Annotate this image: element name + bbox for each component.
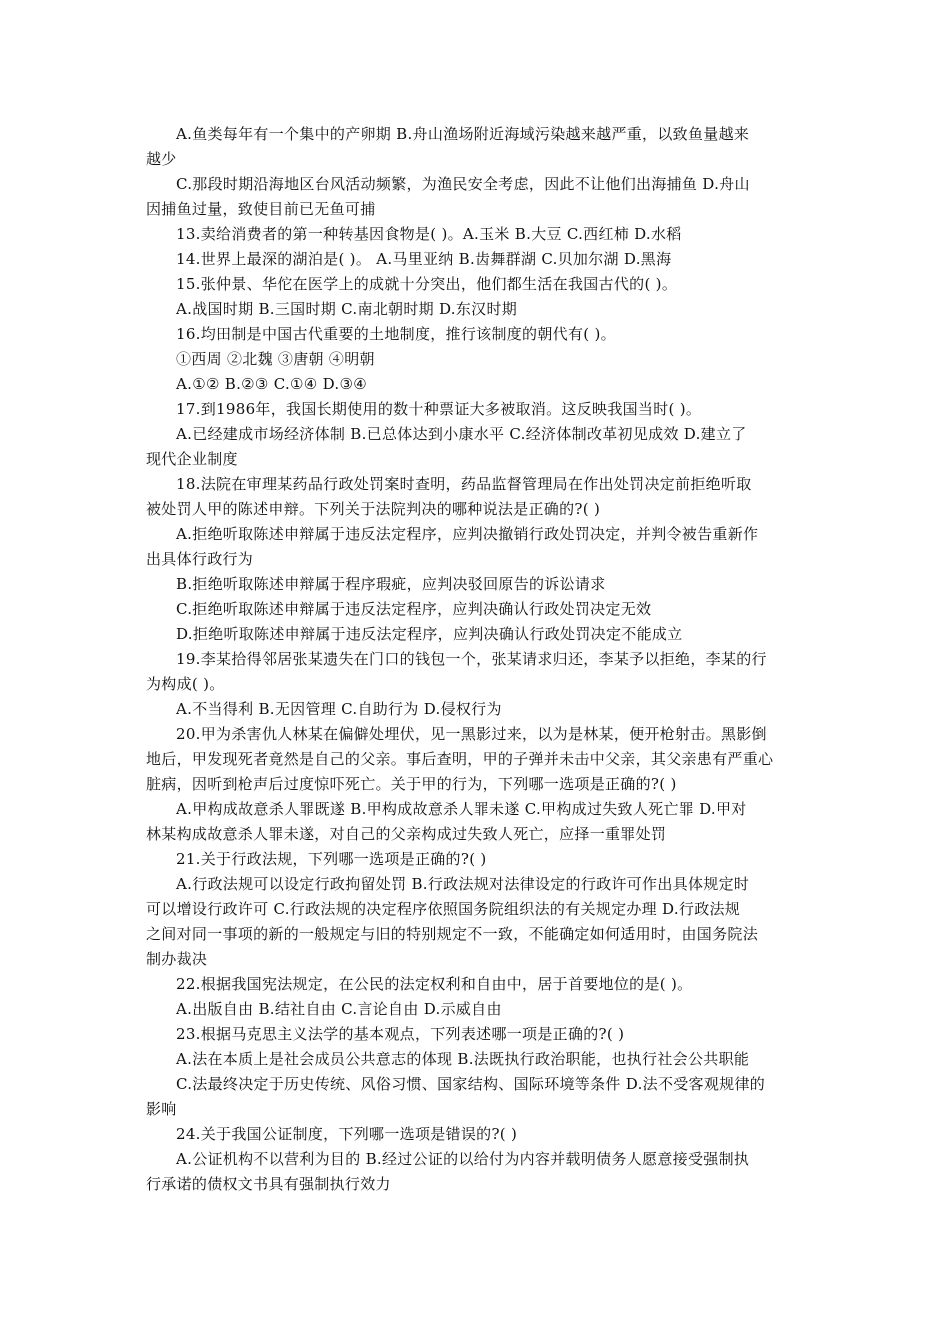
text-line: 脏病，因听到枪声后过度惊吓死亡。关于甲的行为，下列哪一选项是正确的?( ) (146, 775, 677, 793)
text-line: 现代企业制度 (146, 450, 238, 468)
text-line: B.拒绝听取陈述申辩属于程序瑕疵，应判决驳回原告的诉讼请求 (176, 575, 606, 593)
text-line: 越少 (146, 150, 177, 168)
text-line: C.法最终决定于历史传统、风俗习惯、国家结构、国际环境等条件 D.法不受客观规律的 (176, 1075, 766, 1093)
text-line: A.战国时期 B.三国时期 C.南北朝时期 D.东汉时期 (176, 300, 518, 318)
text-line: 之间对同一事项的新的一般规定与旧的特别规定不一致，不能确定如何适用时，由国务院法 (146, 925, 759, 943)
text-line: 17.到1986年，我国长期使用的数十种票证大多被取消。这反映我国当时( )。 (176, 400, 702, 418)
text-line: 因捕鱼过量，致使目前已无鱼可捕 (146, 200, 376, 218)
text-line: A.出版自由 B.结社自由 C.言论自由 D.示威自由 (176, 1000, 502, 1018)
document-body (146, 122, 810, 1197)
text-line: D.拒绝听取陈述申辩属于违反法定程序，应判决确认行政处罚决定不能成立 (176, 625, 683, 643)
text-line: 15.张仲景、华佗在医学上的成就十分突出，他们都生活在我国古代的( )。 (176, 275, 678, 293)
text-line: 21.关于行政法规，下列哪一选项是正确的?( ) (176, 850, 487, 868)
text-line: 可以增设行政许可 C.行政法规的决定程序依照国务院组织法的有关规定办理 D.行政法规 (146, 900, 741, 918)
text-line: C.那段时期沿海地区台风活动频繁，为渔民安全考虑，因此不让他们出海捕鱼 D.舟山 (176, 175, 750, 193)
text-line: 被处罚人甲的陈述申辩。下列关于法院判决的哪种说法是正确的?( ) (146, 500, 601, 518)
text-line: 13.卖给消费者的第一种转基因食物是( )。A.玉米 B.大豆 C.西红柿 D.水稻 (176, 225, 682, 243)
text-line: A.已经建成市场经济体制 B.已总体达到小康水平 C.经济体制改革初见成效 D.建立了 (176, 425, 747, 443)
text-line: A.行政法规可以设定行政拘留处罚 B.行政法规对法律设定的行政许可作出具体规定时 (176, 875, 750, 893)
text-line: 23.根据马克思主义法学的基本观点，下列表述哪一项是正确的?( ) (176, 1025, 625, 1043)
text-line: ①西周 ②北魏 ③唐朝 ④明朝 (176, 350, 375, 368)
text-line: A.拒绝听取陈述申辩属于违反法定程序，应判决撤销行政处罚决定，并判令被告重新作 (176, 525, 759, 543)
text-line: 24.关于我国公证制度，下列哪一选项是错误的?( ) (176, 1125, 518, 1143)
text-line: A.鱼类每年有一个集中的产卵期 B.舟山渔场附近海域污染越来越严重，以致鱼量越来 (176, 125, 750, 143)
text-line: 行承诺的债权文书具有强制执行效力 (146, 1175, 391, 1193)
text-line: 14.世界上最深的湖泊是( )。 A.马里亚纳 B.齿舞群湖 C.贝加尔湖 D.黑海 (176, 250, 672, 268)
text-line: A.法在本质上是社会成员公共意志的体现 B.法既执行政治职能，也执行社会公共职能 (176, 1050, 750, 1068)
text-line: 出具体行政行为 (146, 550, 254, 568)
text-line: A.公证机构不以营利为目的 B.经过公证的以给付为内容并载明债务人愿意接受强制执 (176, 1150, 750, 1168)
text-line: 19.李某拾得邻居张某遗失在门口的钱包一个，张某请求归还，李某予以拒绝，李某的行 (176, 650, 767, 668)
text-line: 为构成( )。 (146, 675, 225, 693)
text-line: 20.甲为杀害仇人林某在偏僻处埋伏，见一黑影过来，以为是林某，便开枪射击。黑影倒 (176, 725, 767, 743)
text-line: 18.法院在审理某药品行政处罚案时查明，药品监督管理局在作出处罚决定前拒绝听取 (176, 475, 752, 493)
text-line: A.甲构成故意杀人罪既遂 B.甲构成故意杀人罪未遂 C.甲构成过失致人死亡罪 D.甲对 (176, 800, 747, 818)
text-line: C.拒绝听取陈述申辩属于违反法定程序，应判决确认行政处罚决定无效 (176, 600, 652, 618)
text-line: 制办裁决 (146, 950, 208, 968)
text-line: A.①② B.②③ C.①④ D.③④ (176, 375, 367, 393)
text-line: 地后，甲发现死者竟然是自己的父亲。事后查明，甲的子弹并未击中父亲，其父亲患有严重心 (146, 750, 774, 768)
text-line: 22.根据我国宪法规定，在公民的法定权利和自由中，居于首要地位的是( )。 (176, 975, 693, 993)
text-line: 16.均田制是中国古代重要的土地制度，推行该制度的朝代有( )。 (176, 325, 616, 343)
text-line: 林某构成故意杀人罪未遂，对自己的父亲构成过失致人死亡，应择一重罪处罚 (146, 825, 667, 843)
text-line: 影响 (146, 1100, 177, 1118)
text-line: A.不当得利 B.无因管理 C.自助行为 D.侵权行为 (176, 700, 502, 718)
